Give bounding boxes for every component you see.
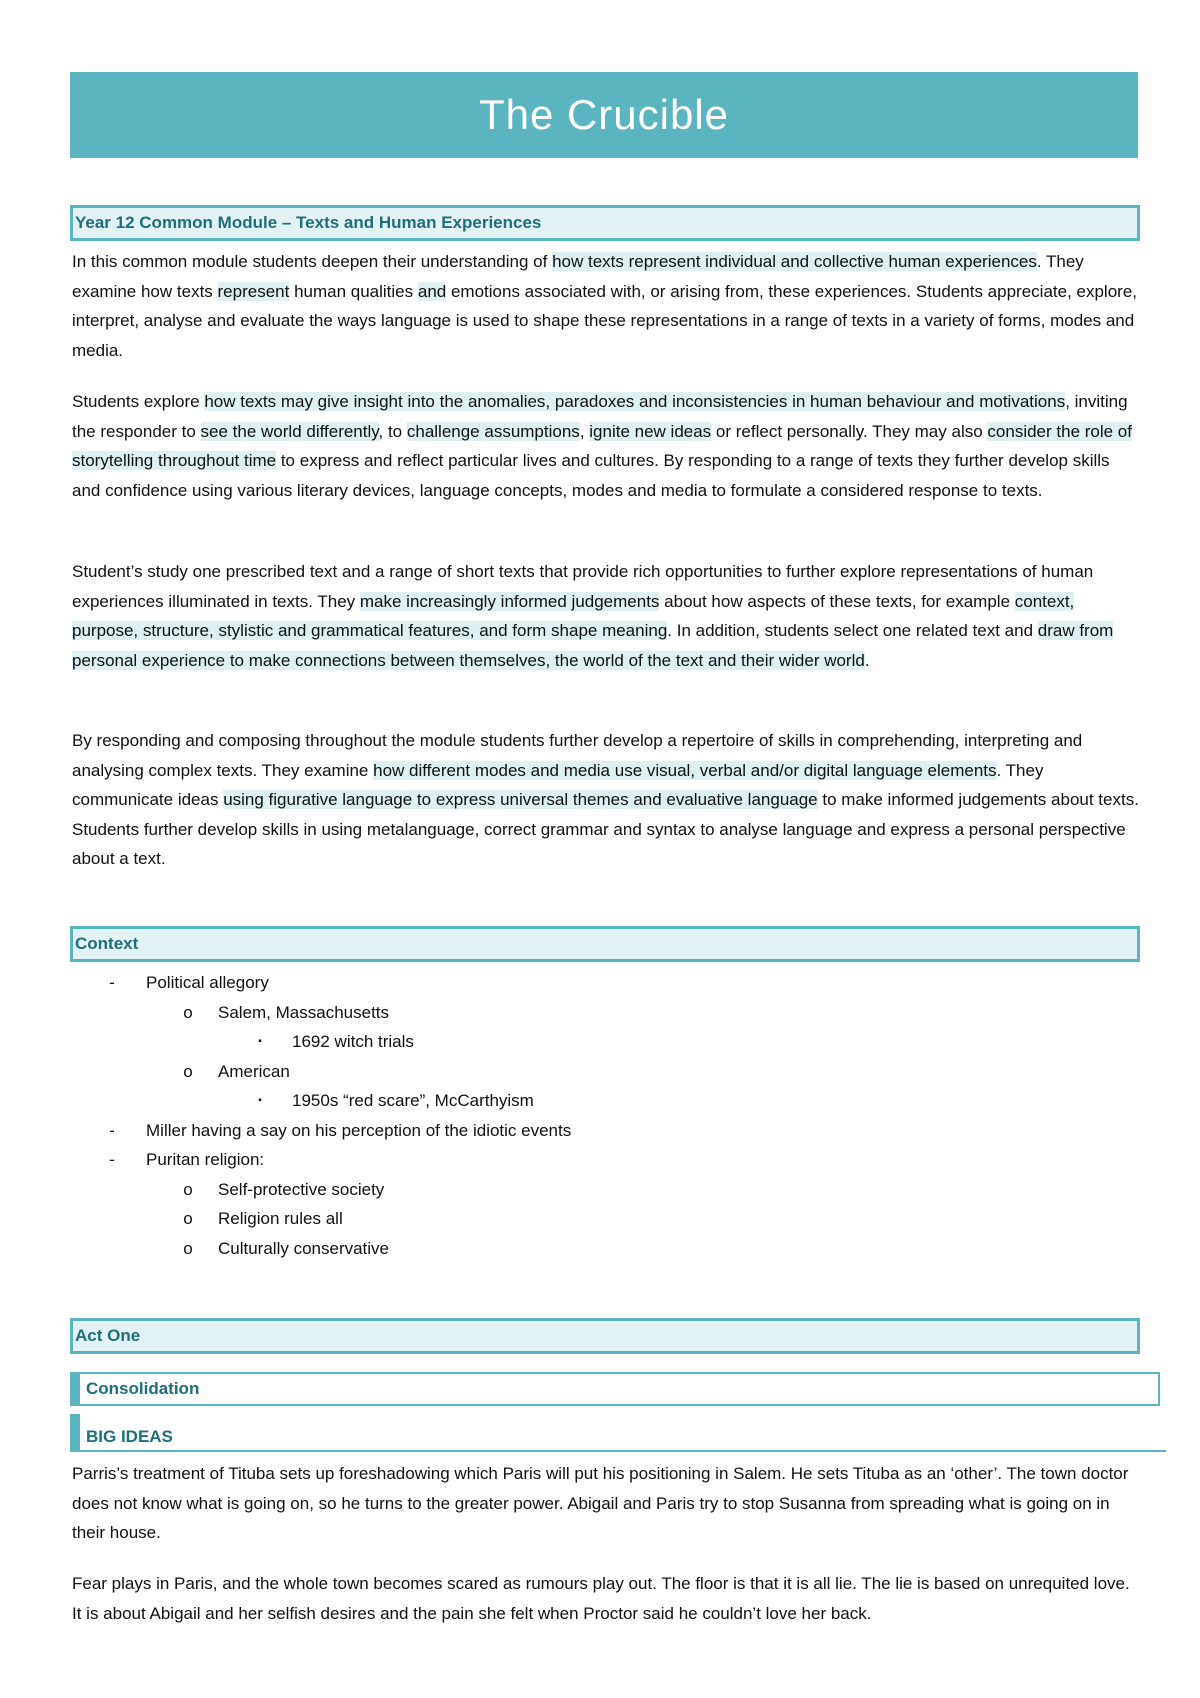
list-marker: o (183, 1061, 193, 1081)
context-list (0, 968, 1200, 1263)
document-title: The Crucible (70, 72, 1138, 158)
intro-paragraph-4 (72, 726, 1140, 874)
paragraph-text: By responding and composing throughout the module students further develop a repertoire of skills in comprehending, interpreting and analysing complex texts. They examine (72, 731, 1083, 780)
paragraph-text: . (864, 650, 870, 670)
highlighted-text: make increasingly informed judgements (359, 591, 660, 611)
list-item-text: Culturally conservative (218, 1238, 390, 1258)
paragraph-text: about how aspects of these texts, for example (659, 591, 1015, 611)
list-item-text: Political allegory (146, 973, 269, 992)
list-item (0, 1204, 1200, 1234)
list-item-text: 1950s “red scare”, McCarthyism (292, 1091, 534, 1110)
paragraph-text: emotions associated with, or arising from, these experiences. Students appreciate, explore, interpret, analyse and evaluate the ways language is used to shape these representations in a range of texts in a variety of forms, modes and media. (72, 281, 1137, 360)
highlighted-text: draw from personal experience to make connections between themselves, the world of the text and their wider world (72, 621, 1114, 670)
highlighted-text: how texts may give insight into the anomalies, paradoxes and inconsistencies in human behaviour and motivations (204, 392, 1066, 411)
intro-paragraph-1 (72, 247, 1140, 365)
highlighted-text: how texts represent individual and collective human experiences (552, 252, 1037, 271)
act-one-heading: Act One (70, 1318, 1140, 1354)
highlighted-text: how different modes and media use visual, verbal and/or digital language elements (373, 760, 997, 780)
act-one-paragraph-1: Parris’s treatment of Tituba sets up foreshadowing which Paris will put his positioning in Salem. He sets Tituba as an ‘other’. The town doctor does not know what is going on, so he turns to the greater power. Abigail and Paris try to stop Susanna from spreading what is going on in their house. (72, 1464, 1129, 1542)
act-one-paragraph-2: Fear plays in Paris, and the whole town becomes scared as rumours play out. The floor is that it is all lie. The lie is based on unrequited love. It is about Abigail and her selfish desires and the pain she felt when Proctor said he couldn’t love her back. (72, 1574, 1130, 1623)
highlighted-text: context, purpose, structure, stylistic and grammatical features, and form shape meaning (72, 591, 1075, 640)
list-marker: - (109, 973, 115, 992)
list-item-text: American (218, 1061, 290, 1081)
paragraph-text: , (579, 421, 590, 441)
paragraph-text: to make informed judgements about texts. Students further develop skills in using metalanguage, correct grammar and syntax to analyse language and express a personal perspective about a text. (72, 790, 1139, 868)
list-item-text: Puritan religion: (146, 1150, 265, 1169)
list-item-text: Religion rules all (218, 1209, 343, 1228)
list-marker: o (183, 1209, 193, 1228)
list-marker: o (183, 1238, 193, 1258)
list-item (0, 1086, 1200, 1116)
highlighted-text: ignite new ideas (589, 421, 712, 441)
highlighted-text: represent (217, 281, 290, 301)
list-item-text: Self-protective society (218, 1179, 385, 1199)
paragraph-text: . In addition, students select one related text and (667, 621, 1038, 640)
paragraph-text: . They examine how texts (72, 252, 1084, 301)
list-item (0, 1175, 1200, 1205)
list-item (0, 1027, 1200, 1057)
list-item-text: Miller having a say on his perception of the idiotic events (146, 1120, 572, 1140)
paragraph-text: . They communicate ideas (72, 760, 1044, 809)
list-item (0, 1234, 1200, 1264)
list-item (0, 1057, 1200, 1087)
list-item (0, 1145, 1200, 1175)
paragraph-text: In this common module students deepen their understanding of (72, 252, 553, 271)
module-heading: Year 12 Common Module – Texts and Human Experiences (70, 205, 1140, 241)
list-item-text: Salem, Massachusetts (218, 1002, 390, 1022)
paragraph-text: or reflect personally. They may also (711, 421, 988, 441)
list-marker: - (109, 1150, 115, 1169)
highlighted-text: using figurative language to express universal themes and evaluative language (223, 790, 818, 809)
paragraph-text: Student’s study one prescribed text and a range of short texts that provide rich opportunities to further explore representations of human experiences illuminated in texts. They (72, 562, 1094, 611)
paragraph-text: to express and reflect particular lives and cultures. By responding to a range of texts they further develop skills and confidence using various literary devices, language concepts, modes and media to formulate a considered response to texts. (72, 451, 1110, 500)
consolidation-heading: Consolidation (70, 1372, 1160, 1406)
list-marker: o (183, 1179, 193, 1199)
highlighted-text: see the world differently (200, 421, 379, 441)
list-item (0, 1116, 1200, 1146)
intro-paragraph-3 (72, 557, 1140, 675)
highlighted-text: challenge assumptions (406, 421, 580, 441)
list-marker: ▪ (258, 1095, 262, 1106)
list-marker: o (183, 1002, 193, 1022)
list-item (0, 968, 1200, 998)
paragraph-text: , inviting the responder to (72, 392, 1128, 441)
big-ideas-heading: BIG IDEAS (70, 1414, 1166, 1452)
list-item-text: 1692 witch trials (292, 1032, 414, 1051)
highlighted-text: consider the role of storytelling throughout time (72, 421, 1132, 470)
list-marker: - (109, 1120, 115, 1140)
paragraph-text: , to (378, 421, 407, 441)
intro-paragraph-2 (72, 387, 1140, 505)
list-item (0, 998, 1200, 1028)
paragraph-text: Students explore (72, 392, 205, 411)
list-marker: ▪ (258, 1036, 262, 1047)
paragraph-text: human qualities (289, 281, 418, 301)
highlighted-text: and (417, 281, 447, 301)
context-heading: Context (70, 926, 1140, 962)
